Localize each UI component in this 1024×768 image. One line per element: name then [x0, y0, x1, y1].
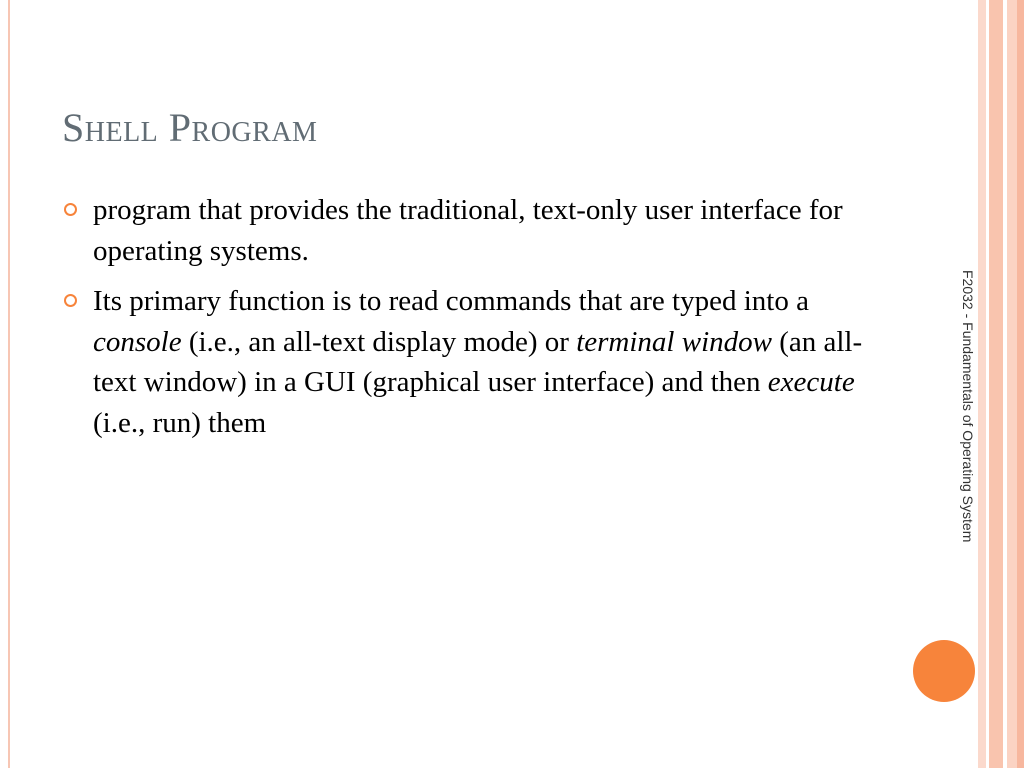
right-stripe	[1007, 0, 1017, 768]
bullet-text	[93, 285, 862, 439]
bullet-segment: Its primary function is to read commands that are typed into a	[93, 285, 809, 317]
right-stripe	[978, 0, 986, 768]
decorative-circle	[913, 640, 975, 702]
bullet-circle-icon	[64, 203, 77, 216]
right-stripe	[1017, 0, 1024, 768]
bullet-text	[93, 194, 843, 267]
bullet-segment: (i.e., an all-text display mode) or	[181, 325, 577, 358]
right-stripe	[989, 0, 1003, 768]
bullet-item	[62, 281, 882, 443]
bullet-segment: program that provides the traditional, text-only user interface for operating systems.	[93, 194, 843, 267]
bullet-emphasis: execute	[767, 366, 855, 398]
bullet-item	[62, 190, 882, 271]
bullet-circle-icon	[64, 294, 77, 307]
bullet-segment: (i.e., run) them	[93, 406, 267, 439]
side-course-label: F2032 - Fundamentals of Operating System	[960, 270, 976, 543]
bullet-list	[62, 190, 882, 453]
left-border-line	[8, 0, 10, 768]
bullet-emphasis: terminal window	[576, 325, 772, 358]
bullet-emphasis: console	[93, 325, 182, 358]
bullet-segment: (an all-text window) in a GUI (graphical user interface) and then	[93, 325, 863, 398]
slide-title: Shell Program	[62, 105, 318, 150]
